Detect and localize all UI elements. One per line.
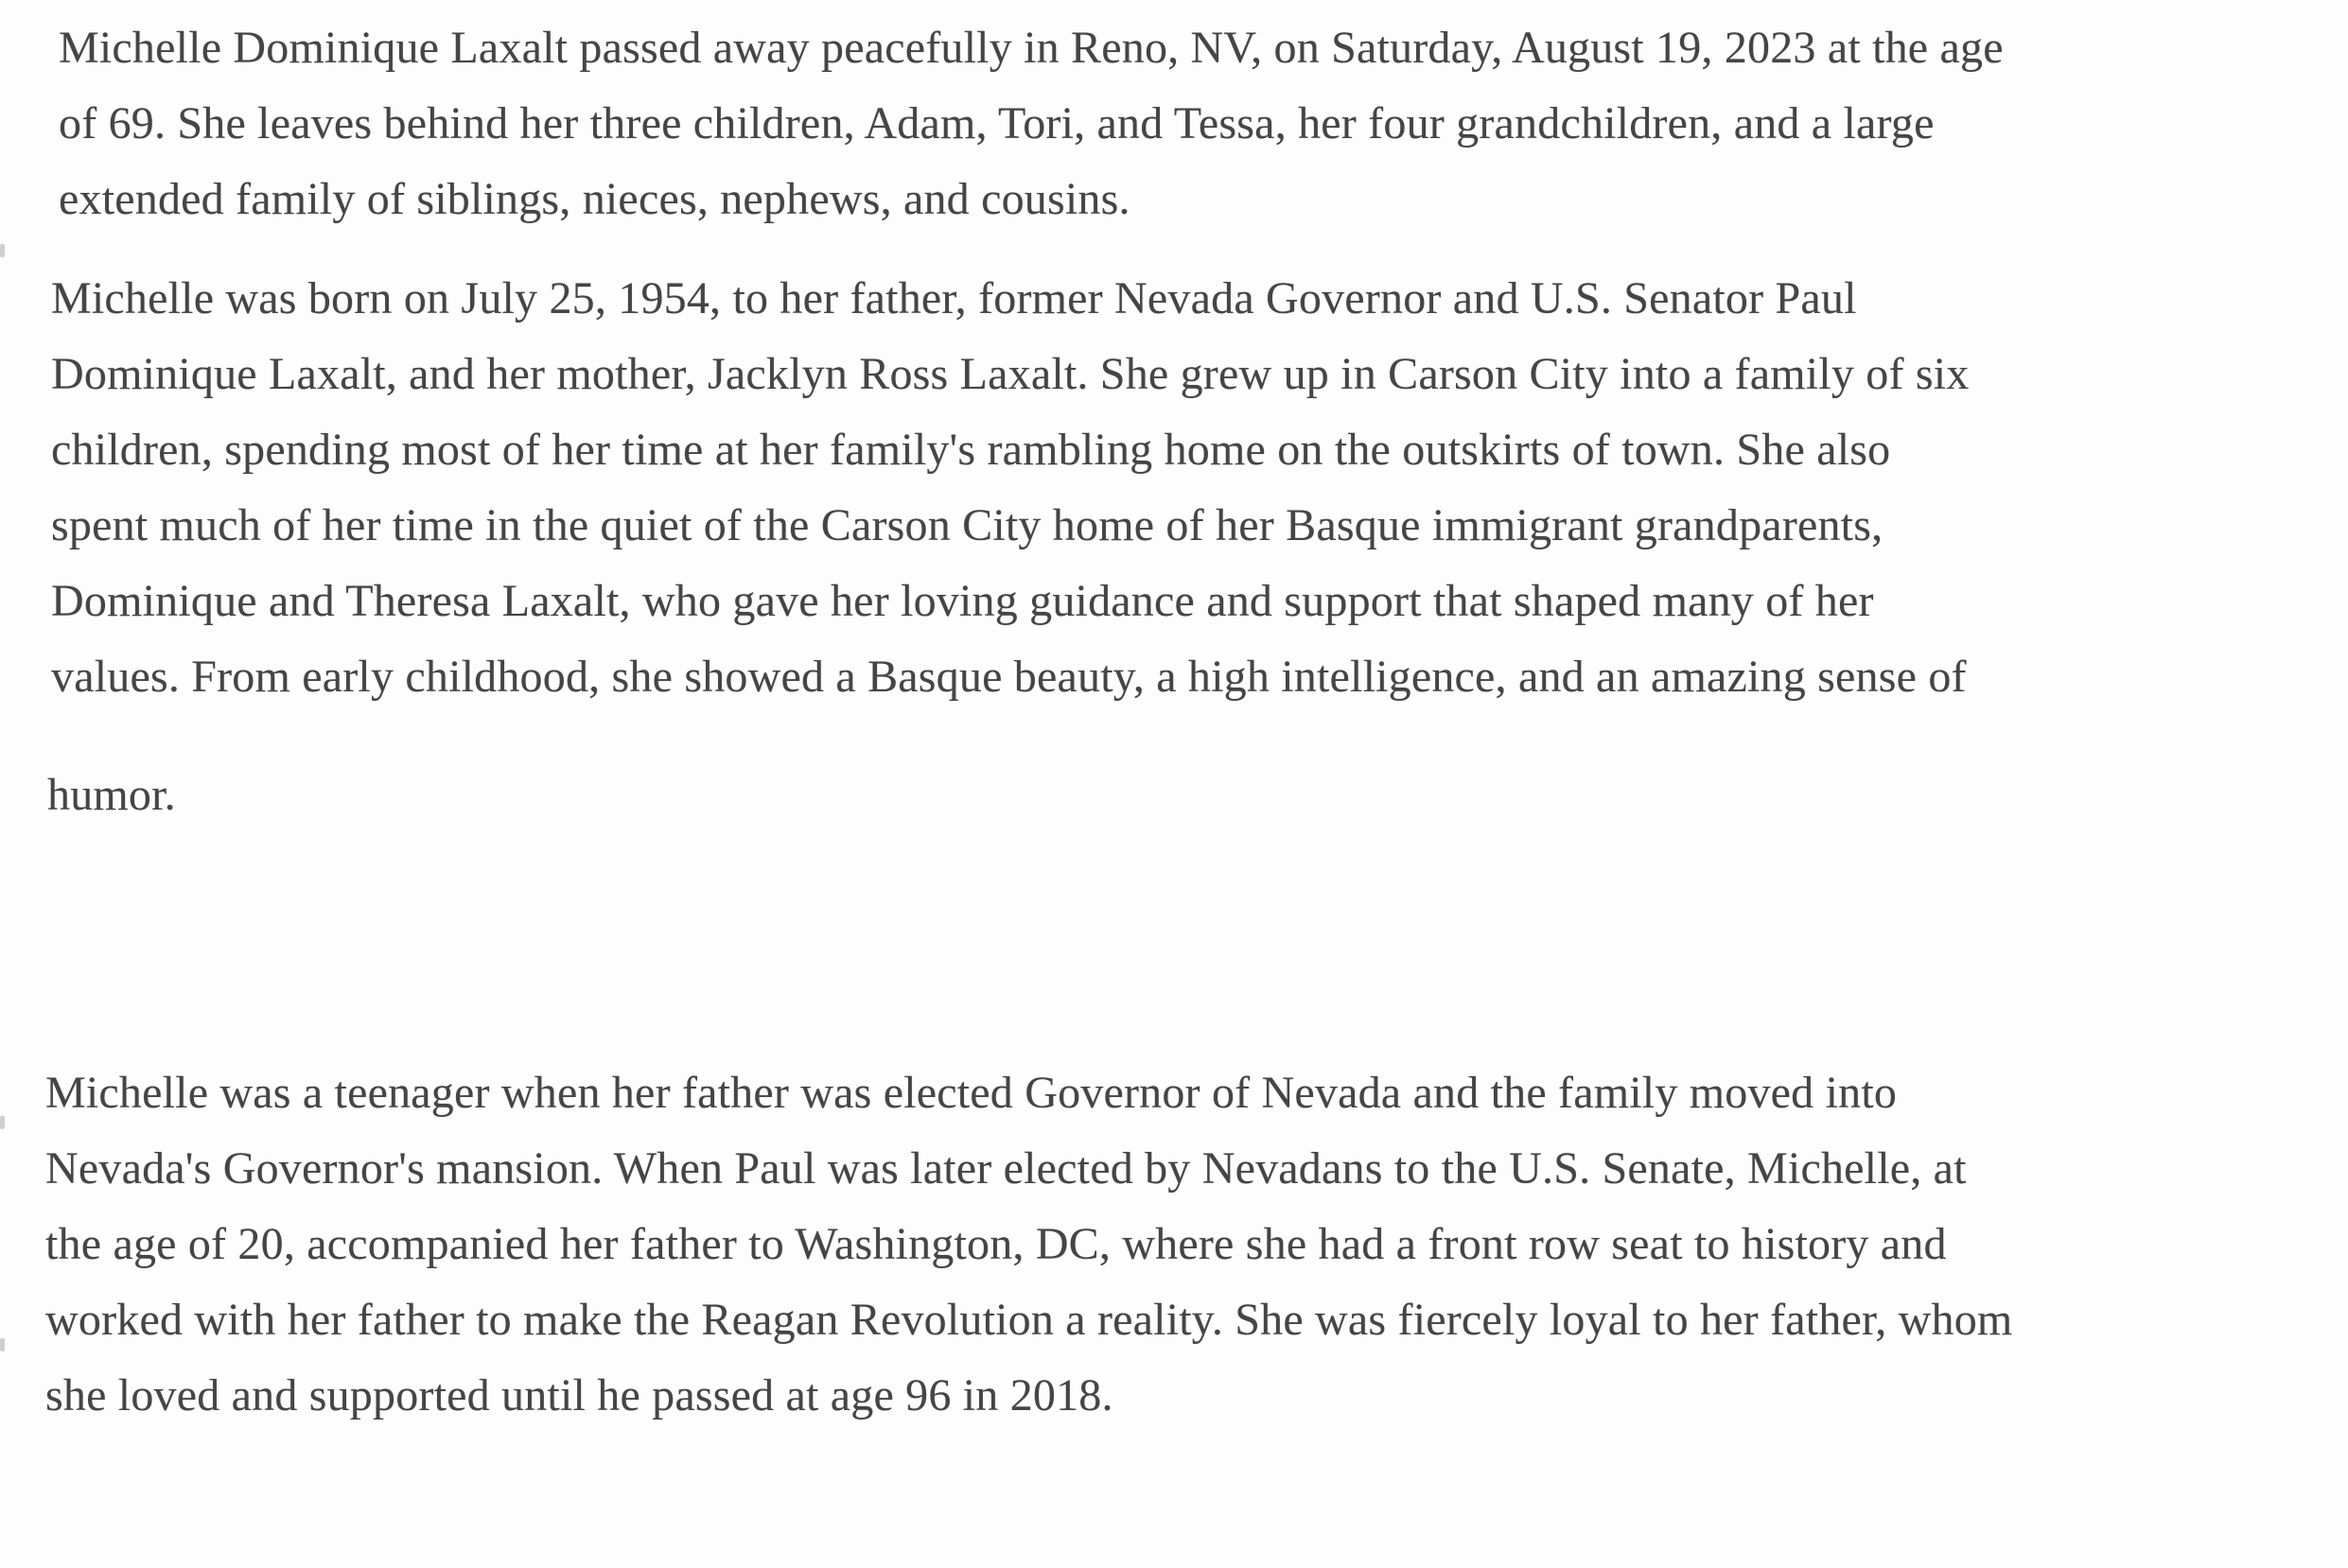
text-line: children, spending most of her time at her family's rambling home on the outskirts of town. She also (51, 425, 1891, 475)
text-line: extended family of siblings, nieces, nephews, and cousins. (59, 174, 1130, 224)
text-line: of 69. She leaves behind her three children, Adam, Tori, and Tessa, her four grandchildren, and a large (59, 98, 1935, 148)
text-line: values. From early childhood, she showed a Basque beauty, a high intelligence, and an amazing sense of (51, 652, 1967, 702)
text-line: worked with her father to make the Reagan Revolution a reality. She was fiercely loyal to her father, whom (45, 1295, 2013, 1345)
scan-edge-artifact (0, 244, 5, 257)
text-line: Michelle was a teenager when her father was elected Governor of Nevada and the family moved into (45, 1068, 1898, 1118)
paragraph-1 (59, 10, 2004, 237)
text-line: Dominique and Theresa Laxalt, who gave her loving guidance and support that shaped many of her (51, 576, 1874, 626)
paragraph-2 (51, 261, 1969, 715)
text-line: humor. (47, 770, 176, 820)
text-line: Michelle was born on July 25, 1954, to her father, former Nevada Governor and U.S. Senator Paul (51, 273, 1857, 323)
text-line: Dominique Laxalt, and her mother, Jacklyn Ross Laxalt. She grew up in Carson City into a family of six (51, 349, 1970, 399)
paragraph-3 (45, 1055, 2012, 1434)
text-line: she loved and supported until he passed at age 96 in 2018. (45, 1370, 1113, 1420)
text-line: Michelle Dominique Laxalt passed away peacefully in Reno, NV, on Saturday, August 19, 2023 at the age (59, 23, 2004, 73)
text-line: spent much of her time in the quiet of the Carson City home of her Basque immigrant grandparents, (51, 500, 1884, 550)
text-line: the age of 20, accompanied her father to Washington, DC, where she had a front row seat to history and (45, 1219, 1947, 1269)
paragraph-2-continuation (47, 758, 176, 833)
scan-edge-artifact (0, 1116, 5, 1129)
text-line: Nevada's Governor's mansion. When Paul was later elected by Nevadans to the U.S. Senate, Michelle, at (45, 1143, 1967, 1193)
scan-edge-artifact (0, 1338, 5, 1351)
